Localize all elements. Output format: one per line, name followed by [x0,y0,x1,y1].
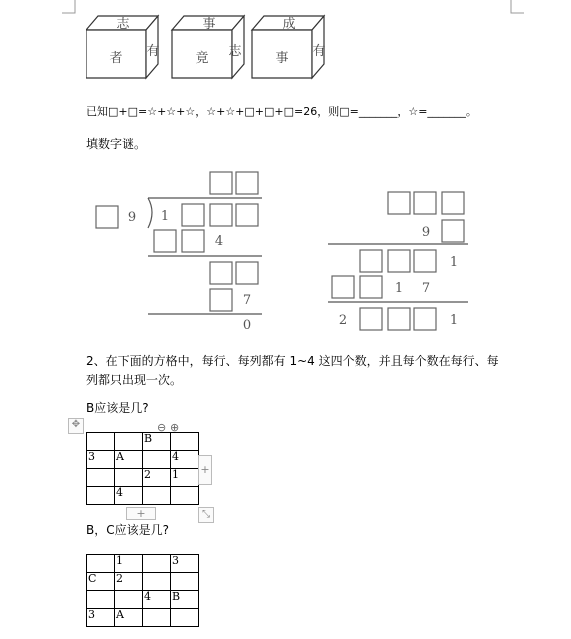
question2-sub1: B应该是几? [86,401,149,415]
cube-1 [86,16,160,78]
multiplication-puzzle [326,188,476,333]
cube-1-side: 有 [146,44,160,59]
question2-line1: 2、在下面的方格中，每行、每列都有 1~4 这四个数，并且每个数在每行、每 [86,354,499,368]
add-row-button[interactable]: + [126,507,156,520]
cube-1-top: 志 [116,17,130,32]
table-row [87,609,199,627]
cube-2 [172,16,244,78]
table-row [87,487,199,505]
question2-line2: 列都只出现一次。 [86,373,183,387]
grid1-cell[interactable] [87,487,115,505]
table-row [87,451,199,469]
grid1-cell[interactable]: 1 [171,469,199,487]
partial2-digit-2: 7 [421,281,431,296]
grid1-cell[interactable] [115,433,143,451]
corner-mark-right [510,0,524,14]
grid2-cell[interactable]: 3 [171,555,199,573]
cube-1-front: 者 [109,51,123,66]
grid-2 [86,554,199,627]
division-row2-digit: 4 [214,234,224,249]
puzzle-title: 填数字谜。 [86,137,147,151]
division-puzzle [90,168,270,333]
partial2-digit-1: 1 [394,281,404,296]
dividend-digit: 1 [160,209,170,224]
grid1-cell[interactable] [143,487,171,505]
table-row [87,433,199,451]
grid1-cell[interactable]: 2 [143,469,171,487]
cube-3 [252,16,326,78]
grid2-cell[interactable] [143,609,171,627]
grid2-cell[interactable]: 1 [115,555,143,573]
grid2-cell[interactable] [87,591,115,609]
table-row [87,469,199,487]
cube-3-side: 有 [312,44,326,59]
grid1-cell[interactable] [87,469,115,487]
grid2-cell[interactable] [143,573,171,591]
grid2-cell[interactable]: B [171,591,199,609]
division-remainder: 0 [242,318,252,333]
add-column-button[interactable]: + [198,455,212,485]
grid2-cell[interactable] [143,555,171,573]
grid1-cell[interactable]: A [115,451,143,469]
question-symbols: 已知□+□=☆+☆+☆，☆+☆+□+□+□=26，则□=_______，☆=_______。 [86,105,477,118]
grid2-cell[interactable] [115,591,143,609]
grid2-cell[interactable]: C [87,573,115,591]
multiplier-digit: 9 [421,225,431,240]
grid2-cell[interactable]: 2 [115,573,143,591]
word-cubes-figure [86,12,336,92]
grid2-cell[interactable]: 3 [87,609,115,627]
table-row [87,573,199,591]
cube-3-top: 成 [282,17,296,32]
grid-1 [86,432,199,505]
cube-2-top: 事 [202,17,216,32]
product-right-digit: 1 [449,313,459,328]
delete-column-icon[interactable]: ⊖ [157,421,167,434]
grid1-cell[interactable]: 4 [171,451,199,469]
partial1-digit: 1 [449,255,459,270]
product-left-digit: 2 [338,313,348,328]
cube-2-side: 志 [228,44,242,59]
cube-2-front: 竟 [195,51,209,66]
grid1-cell[interactable]: B [143,433,171,451]
grid2-cell[interactable] [171,609,199,627]
grid1-cell[interactable] [87,433,115,451]
table-row [87,591,199,609]
cube-3-front: 事 [275,51,289,66]
grid1-cell[interactable] [143,451,171,469]
corner-mark-left [62,0,76,14]
grid1-cell[interactable]: 4 [115,487,143,505]
grid1-cell[interactable] [171,433,199,451]
grid1-cell[interactable]: 3 [87,451,115,469]
grid2-cell[interactable] [171,573,199,591]
grid2-cell[interactable]: 4 [143,591,171,609]
grid2-cell[interactable]: A [115,609,143,627]
divisor-digit: 9 [127,210,137,225]
division-row4-digit: 7 [242,293,252,308]
question2-sub2: B，C应该是几? [86,523,169,537]
table-move-handle-icon[interactable]: ✥ [68,418,84,434]
table-row [87,555,199,573]
insert-column-icon[interactable]: ⊕ [170,421,180,434]
grid1-cell[interactable] [115,469,143,487]
grid1-cell[interactable] [171,487,199,505]
grid2-cell[interactable] [87,555,115,573]
resize-handle-icon[interactable]: ⤡ [198,507,214,523]
